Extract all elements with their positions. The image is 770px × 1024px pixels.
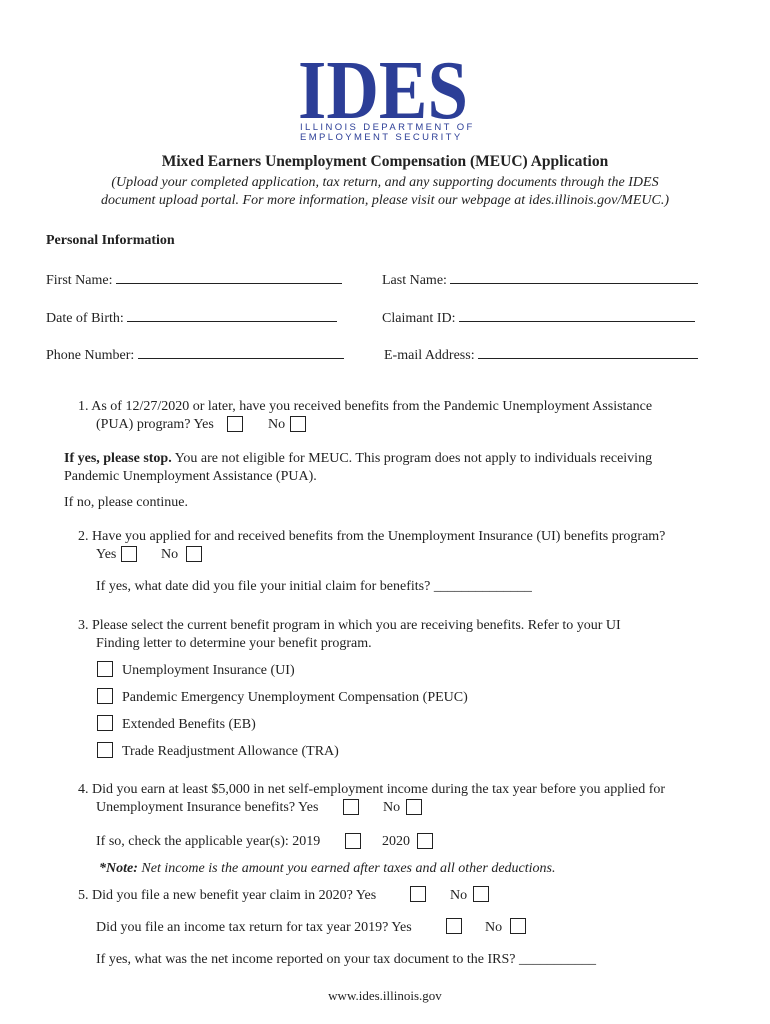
q2-no-label: No <box>161 547 179 562</box>
q2-yes-label: Yes <box>96 547 117 562</box>
phone-label: Phone Number: <box>46 348 135 363</box>
q5-tax-return-no-label: No <box>485 920 503 935</box>
q3-option-eb-checkbox[interactable] <box>97 715 113 731</box>
q4-years-label: If so, check the applicable year(s): 2019 <box>96 834 321 849</box>
q5-line-1: 5. Did you file a new benefit year claim in 2020? Yes <box>78 888 377 903</box>
q1-stop-line-2: Pandemic Unemployment Assistance (PUA). <box>64 469 317 484</box>
q4-note-rest: Net income is the amount you earned after taxes and all other deductions. <box>137 861 556 876</box>
q5-new-claim-no-checkbox[interactable] <box>473 886 489 902</box>
q2-line-1: 2. Have you applied for and received benefits from the Unemployment Insurance (UI) benefits program? <box>78 529 666 544</box>
claimant-id-label: Claimant ID: <box>382 311 456 326</box>
dob-label: Date of Birth: <box>46 311 124 326</box>
q1-line-1: 1. As of 12/27/2020 or later, have you received benefits from the Pandemic Unemployment Assistance <box>78 399 653 414</box>
q4-2020-label: 2020 <box>382 834 410 849</box>
personal-info-heading: Personal Information <box>46 233 175 248</box>
q4-note-bold: *Note: <box>99 861 138 876</box>
q5-new-claim-no-label: No <box>450 888 468 903</box>
last-name-label: Last Name: <box>382 273 447 288</box>
first-name-line[interactable] <box>116 270 342 284</box>
subtitle-line-2: document upload portal. For more information, please visit our webpage at ides.illinois.gov/MEUC.) <box>101 193 669 208</box>
logo-subtitle-1: ILLINOIS DEPARTMENT OF <box>300 122 475 133</box>
logo-wordmark: IDES <box>298 46 468 137</box>
q5-tax-return-no-checkbox[interactable] <box>510 918 526 934</box>
q4-no-label: No <box>383 800 401 815</box>
q1-continue-text: If no, please continue. <box>64 495 189 510</box>
q4-2019-checkbox[interactable] <box>345 833 361 849</box>
q1-stop-rest: You are not eligible for MEUC. This program does not apply to individuals receiving <box>171 451 653 466</box>
q1-no-checkbox[interactable] <box>290 416 306 432</box>
footer-url[interactable]: www.ides.illinois.gov <box>328 988 442 1003</box>
q1-yes-checkbox[interactable] <box>227 416 243 432</box>
dob-line[interactable] <box>127 308 337 322</box>
q1-stop-bold: If yes, please stop. <box>64 451 172 466</box>
q3-option-ui-label: Unemployment Insurance (UI) <box>122 663 295 678</box>
last-name-line[interactable] <box>450 270 698 284</box>
q3-option-peuc-label: Pandemic Emergency Unemployment Compensation (PEUC) <box>122 690 468 705</box>
q3-option-ui-checkbox[interactable] <box>97 661 113 677</box>
q3-line-1: 3. Please select the current benefit program in which you are receiving benefits. Refer to your UI <box>78 618 621 633</box>
q4-line-1: 4. Did you earn at least $5,000 in net self-employment income during the tax year before you applied for <box>78 782 666 797</box>
first-name-field[interactable] <box>46 270 342 290</box>
email-label: E-mail Address: <box>384 348 475 363</box>
q3-line-2: Finding letter to determine your benefit program. <box>96 636 372 651</box>
email-field[interactable] <box>384 345 698 365</box>
q5-tax-return-yes-checkbox[interactable] <box>446 918 462 934</box>
subtitle-line-1: (Upload your completed application, tax return, and any supporting documents through the IDES <box>111 175 659 190</box>
page-title: Mixed Earners Unemployment Compensation (MEUC) Application <box>161 153 609 170</box>
q4-note <box>99 860 555 878</box>
q5-line-3: If yes, what was the net income reported on your tax document to the IRS? ___________ <box>96 952 596 967</box>
q2-no-checkbox[interactable] <box>186 546 202 562</box>
logo-subtitle-2: EMPLOYMENT SECURITY <box>300 132 463 143</box>
phone-field[interactable] <box>46 345 344 365</box>
q2-yes-checkbox[interactable] <box>121 546 137 562</box>
phone-line[interactable] <box>138 345 344 359</box>
last-name-field[interactable] <box>382 270 698 290</box>
email-line[interactable] <box>478 345 698 359</box>
q5-new-claim-yes-checkbox[interactable] <box>410 886 426 902</box>
q3-option-tra-label: Trade Readjustment Allowance (TRA) <box>122 744 339 759</box>
q1-no-label: No <box>268 417 286 432</box>
q5-line-2: Did you file an income tax return for tax year 2019? Yes <box>96 920 412 935</box>
q3-option-eb-label: Extended Benefits (EB) <box>122 717 256 732</box>
q1-stop-text <box>64 450 652 468</box>
q4-yes-checkbox[interactable] <box>343 799 359 815</box>
claimant-id-line[interactable] <box>459 308 695 322</box>
first-name-label: First Name: <box>46 273 113 288</box>
q4-no-checkbox[interactable] <box>406 799 422 815</box>
q3-option-peuc-checkbox[interactable] <box>97 688 113 704</box>
q3-option-tra-checkbox[interactable] <box>97 742 113 758</box>
q1-line-2: (PUA) program? Yes <box>96 417 214 432</box>
dob-field[interactable] <box>46 308 337 328</box>
claimant-id-field[interactable] <box>382 308 695 328</box>
q4-line-2: Unemployment Insurance benefits? Yes <box>96 800 319 815</box>
q4-2020-checkbox[interactable] <box>417 833 433 849</box>
q2-date-question: If yes, what date did you file your initial claim for benefits? ______________ <box>96 579 532 594</box>
